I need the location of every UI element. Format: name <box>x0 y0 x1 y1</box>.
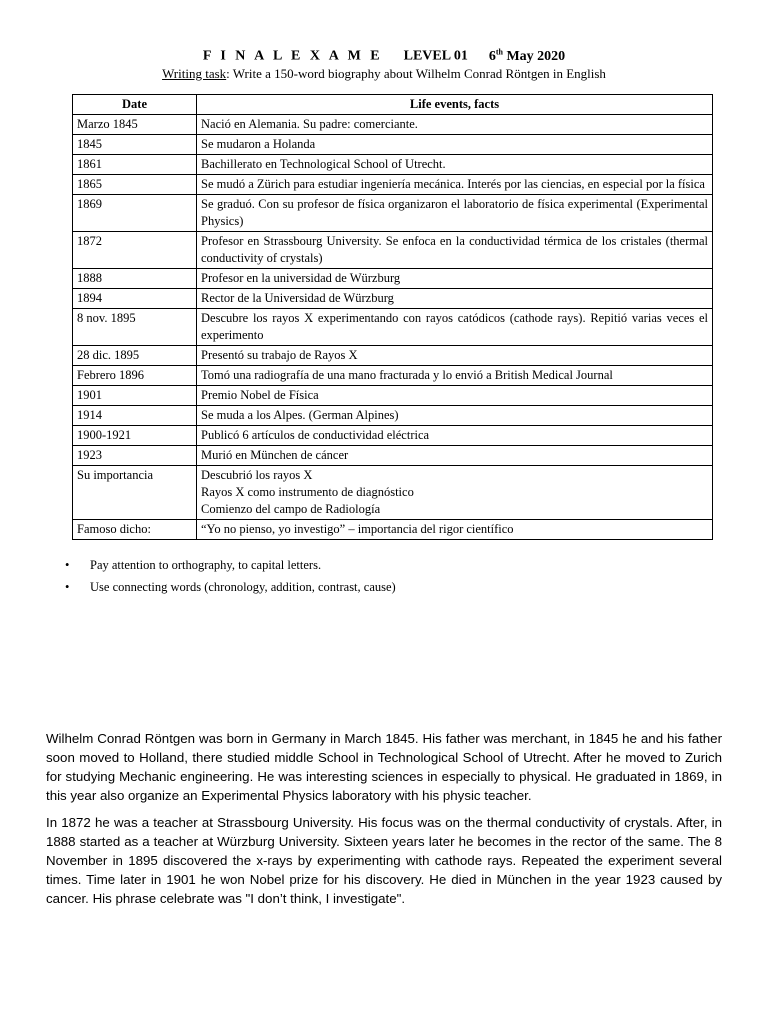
cell-event: Descubre los rayos X experimentando con rayos catódicos (cathode rays). Repitió varias veces el experimento <box>197 309 713 346</box>
column-header-date: Date <box>73 95 197 115</box>
cell-date: 28 dic. 1895 <box>73 346 197 366</box>
exam-date-rest: May 2020 <box>506 48 566 64</box>
essay-body <box>46 729 722 916</box>
task-line <box>0 66 768 82</box>
table-row <box>73 366 713 386</box>
table-row <box>73 135 713 155</box>
event-line: Comienzo del campo de Radiología <box>201 502 381 516</box>
final-exam-label: F I N A L E X A M E <box>202 48 383 64</box>
cell-event: Publicó 6 artículos de conductividad eléctrica <box>197 426 713 446</box>
cell-event: Tomó una radiografía de una mano fracturada y lo envió a British Medical Journal <box>197 366 713 386</box>
cell-event: “Yo no pienso, yo investigo” – importancia del rigor científico <box>197 520 713 540</box>
level-label: LEVEL 01 <box>403 48 468 64</box>
table-row <box>73 155 713 175</box>
cell-date: 1869 <box>73 195 197 232</box>
table-header-row <box>73 95 713 115</box>
table-row <box>73 195 713 232</box>
task-text: : Write a 150-word biography about Wilhelm Conrad Röntgen in English <box>226 66 606 81</box>
exam-date <box>489 49 565 64</box>
cell-event: Rector de la Universidad de Würzburg <box>197 289 713 309</box>
cell-date: Marzo 1845 <box>73 115 197 135</box>
cell-date: 1894 <box>73 289 197 309</box>
table-row <box>73 426 713 446</box>
exam-title <box>0 47 768 65</box>
cell-event: Se graduó. Con su profesor de física organizaron el laboratorio de física experimental (Experimental Physics) <box>197 195 713 232</box>
list-item: • Pay attention to orthography, to capital letters. <box>65 554 396 576</box>
cell-date: 1923 <box>73 446 197 466</box>
exam-date-suffix: th <box>495 47 503 56</box>
table-row <box>73 520 713 540</box>
cell-date: 1914 <box>73 406 197 426</box>
table-row <box>73 232 713 269</box>
column-header-events: Life events, facts <box>197 95 713 115</box>
table-row <box>73 406 713 426</box>
cell-event: Premio Nobel de Física <box>197 386 713 406</box>
list-item: • Use connecting words (chronology, addition, contrast, cause) <box>65 576 396 598</box>
cell-date: Su importancia <box>73 466 197 520</box>
cell-date: 1900-1921 <box>73 426 197 446</box>
table-row <box>73 386 713 406</box>
cell-date: 1861 <box>73 155 197 175</box>
cell-date: 1865 <box>73 175 197 195</box>
table-row <box>73 289 713 309</box>
instructions-list <box>65 554 396 598</box>
table-row <box>73 269 713 289</box>
cell-event: Bachillerato en Technological School of Utrecht. <box>197 155 713 175</box>
life-events-table <box>72 94 713 540</box>
event-line: Descubrió los rayos X <box>201 468 313 482</box>
cell-event: Se muda a los Alpes. (German Alpines) <box>197 406 713 426</box>
cell-date: 8 nov. 1895 <box>73 309 197 346</box>
cell-event: Presentó su trabajo de Rayos X <box>197 346 713 366</box>
table-row <box>73 309 713 346</box>
cell-event: Profesor en la universidad de Würzburg <box>197 269 713 289</box>
event-line: Rayos X como instrumento de diagnóstico <box>201 485 414 499</box>
cell-date: Febrero 1896 <box>73 366 197 386</box>
table-row <box>73 175 713 195</box>
table-row <box>73 446 713 466</box>
essay-paragraph: Wilhelm Conrad Röntgen was born in Germany in March 1845. His father was merchant, in 1845 he and his father soon moved to Holland, there studied middle School in Technological School of Utrecht. After he moved to Zurich for studying Mechanic engineering. He was interesting sciences in especially to physical. He graduated in 1869, in this year also organize an Experimental Physics laboratory with his physic teacher. <box>46 731 722 803</box>
cell-event: Murió en München de cáncer <box>197 446 713 466</box>
cell-event: Nació en Alemania. Su padre: comerciante. <box>197 115 713 135</box>
cell-date: 1845 <box>73 135 197 155</box>
cell-date: Famoso dicho: <box>73 520 197 540</box>
cell-event: Se mudó a Zürich para estudiar ingeniería mecánica. Interés por las ciencias, en especial por la física <box>197 175 713 195</box>
cell-date: 1872 <box>73 232 197 269</box>
exam-date-day: 6 <box>488 48 496 64</box>
cell-event: Profesor en Strassbourg University. Se enfoca en la conductividad térmica de los cristales (thermal conductivity of crystals) <box>197 232 713 269</box>
cell-event-multiline <box>197 466 713 520</box>
cell-event: Se mudaron a Holanda <box>197 135 713 155</box>
table-row <box>73 115 713 135</box>
essay-paragraph: In 1872 he was a teacher at Strassbourg University. His focus was on the thermal conductivity of crystals. After, in 1888 started as a teacher at Würzburg University. Sixteen years later he becomes in the rector of the same. The 8 November in 1895 discovered the x-rays by experimenting with cathode rays. Repeated the experiment several times. Time later in 1901 he won Nobel prize for his discovery. He died in München in the year 1923 caused by cancer. His phrase celebrate was "I don’t think, I investigate". <box>46 815 722 906</box>
cell-date: 1888 <box>73 269 197 289</box>
task-label: Writing task <box>162 66 227 81</box>
table-row <box>73 346 713 366</box>
table-row <box>73 466 713 520</box>
cell-date: 1901 <box>73 386 197 406</box>
